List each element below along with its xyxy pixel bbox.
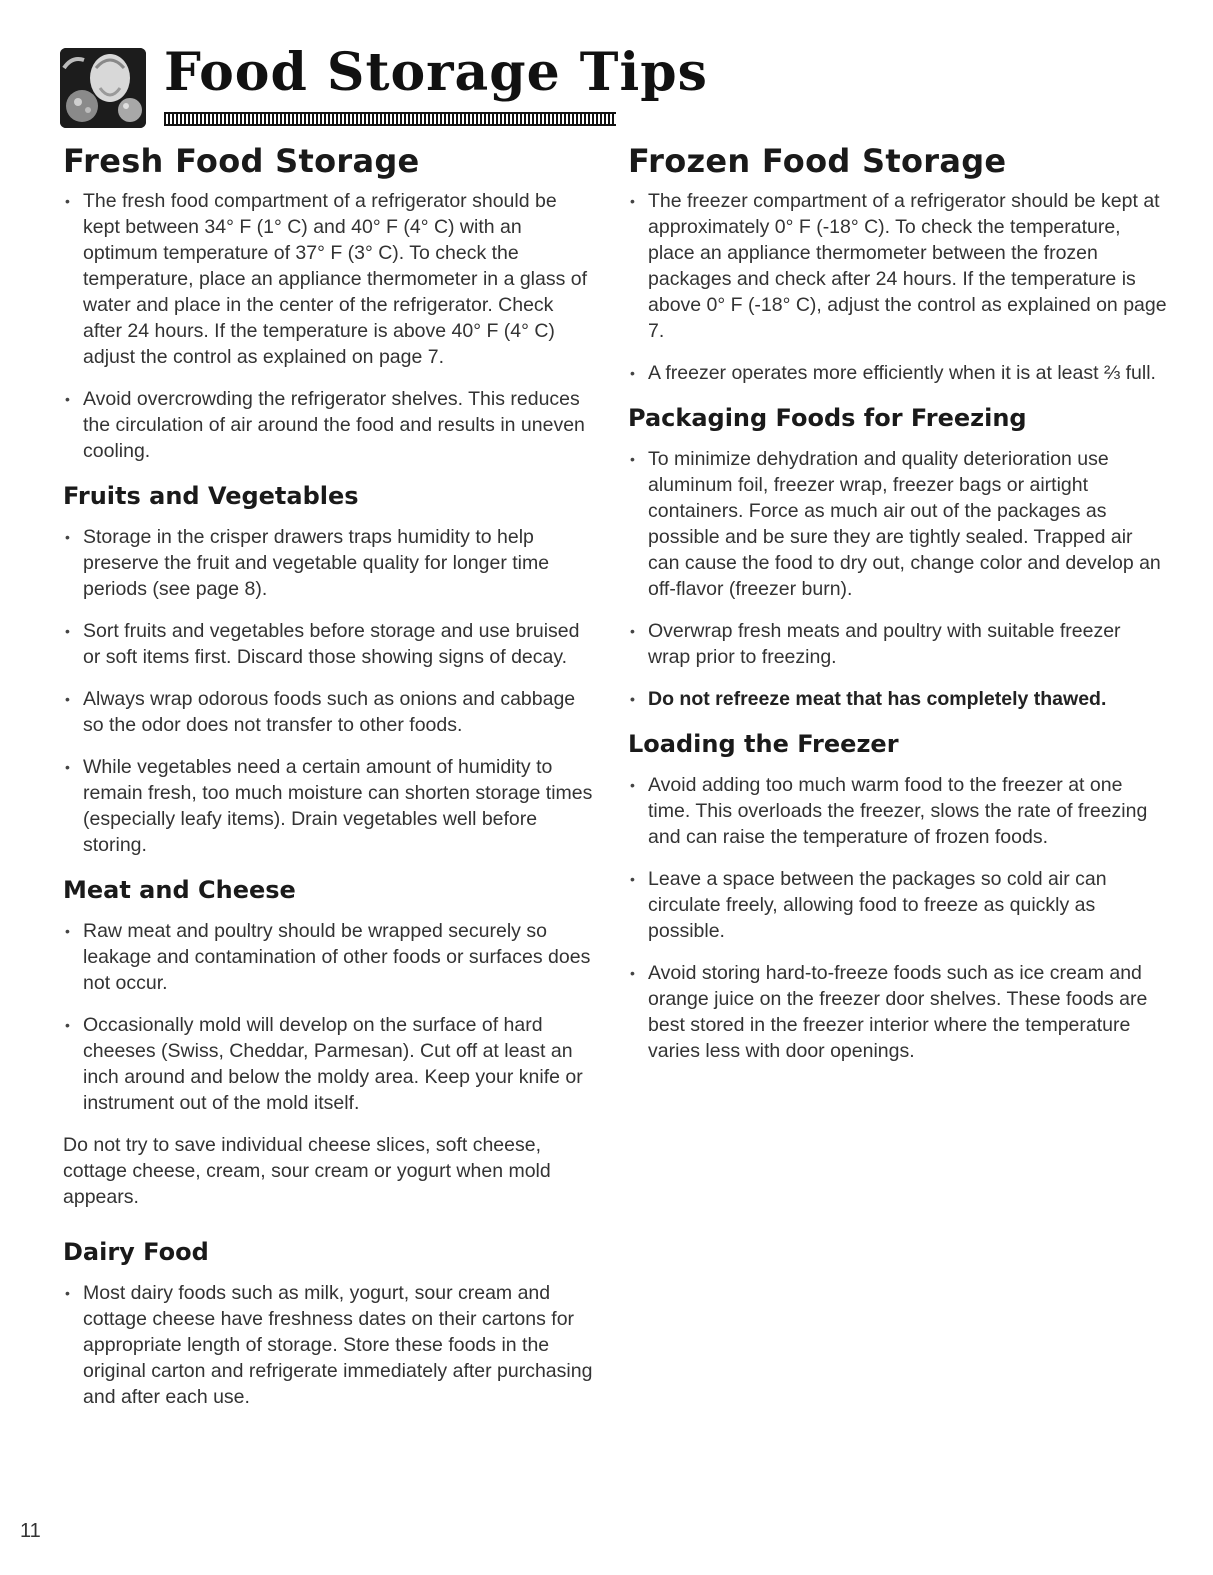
loading-section <box>628 730 1168 1064</box>
mold-note: Do not try to save individual cheese slices, soft cheese, cottage cheese, cream, sour cream or yogurt when mold appears. <box>63 1134 551 1208</box>
meat-cheese-heading: Meat and Cheese <box>63 876 296 904</box>
list-item: • Leave a space between the packages so cold air can circulate freely, allowing food to freeze as quickly as possible. <box>628 866 1168 944</box>
page-title: Food Storage Tips <box>164 42 708 103</box>
list-item: • Most dairy foods such as milk, yogurt, sour cream and cottage cheese have freshness dates on their cartons for appropriate length of storage. Store these foods in the original carton and refrigerate immediately after purchasing and after each use. <box>63 1280 593 1410</box>
title-underline <box>164 112 616 126</box>
frozen-food-section <box>628 142 1168 386</box>
list-item: • The freezer compartment of a refrigerator should be kept at approximately 0° F (-18° C). To check the temperature, place an appliance thermometer between the frozen packages and check after 24 hours. If the temperature is above 0° F (-18° C), adjust the control as explained on page 7. <box>628 188 1168 344</box>
list-item: • To minimize dehydration and quality deterioration use aluminum foil, freezer wrap, freezer bags or airtight containers. Force as much air out of the packages as possible and be sure they are tightly sealed. Trapped air can cause the food to dry out, change color and develop an off-flavor (freezer burn). <box>628 446 1168 602</box>
dairy-list <box>63 1280 593 1410</box>
list-item: • Avoid adding too much warm food to the freezer at one time. This overloads the freezer, slows the rate of freezing and can raise the temperature of frozen foods. <box>628 772 1168 850</box>
frozen-food-heading: Frozen Food Storage <box>628 142 1007 180</box>
dairy-section <box>63 1238 593 1410</box>
right-column <box>628 142 1168 1082</box>
page-number: 11 <box>20 1520 41 1542</box>
list-item: • Overwrap fresh meats and poultry with suitable freezer wrap prior to freezing. <box>628 618 1168 670</box>
fresh-food-section <box>63 142 593 464</box>
packaging-section <box>628 404 1168 712</box>
list-item: • The fresh food compartment of a refrigerator should be kept between 34° F (1° C) and 40° F (4° C) with an optimum temperature of 37° F (3° C). To check the temperature, place an appliance thermometer in a glass of water and place in the center of the refrigerator. Check after 24 hours. If the temperature is above 40° F (4° C) adjust the control as explained on page 7. <box>63 188 593 370</box>
list-item: • Raw meat and poultry should be wrapped securely so leakage and contamination of other foods or surfaces does not occur. <box>63 918 593 996</box>
meat-cheese-list <box>63 918 593 1116</box>
list-item: • Avoid overcrowding the refrigerator shelves. This reduces the circulation of air around the food and results in uneven cooling. <box>63 386 593 464</box>
fruits-vegetables-section <box>63 482 593 858</box>
fresh-food-heading: Fresh Food Storage <box>63 142 420 180</box>
list-item: • Sort fruits and vegetables before storage and use bruised or soft items first. Discard those showing signs of decay. <box>63 618 593 670</box>
dairy-heading: Dairy Food <box>63 1238 209 1266</box>
meat-cheese-section <box>63 876 593 1210</box>
fresh-food-list <box>63 188 593 464</box>
fruits-vegetables-heading: Fruits and Vegetables <box>63 482 359 510</box>
packaging-heading: Packaging Foods for Freezing <box>628 404 1027 432</box>
loading-heading: Loading the Freezer <box>628 730 899 758</box>
packaging-list <box>628 446 1168 712</box>
page-header <box>60 42 708 128</box>
frozen-food-list <box>628 188 1168 386</box>
warning-list-item: • Do not refreeze meat that has completely thawed. <box>628 686 1168 712</box>
fruits-vegetables-list <box>63 524 593 858</box>
list-item: • While vegetables need a certain amount of humidity to remain fresh, too much moisture can shorten storage times (especially leafy items). Drain vegetables well before storing. <box>63 754 593 858</box>
list-item: • Storage in the crisper drawers traps humidity to help preserve the fruit and vegetable quality for longer time periods (see page 8). <box>63 524 593 602</box>
loading-list <box>628 772 1168 1064</box>
list-item: • Avoid storing hard-to-freeze foods such as ice cream and orange juice on the freezer door shelves. These foods are best stored in the freezer interior where the temperature varies less with door openings. <box>628 960 1168 1064</box>
list-item: • A freezer operates more efficiently when it is at least ⅔ full. <box>628 360 1168 386</box>
list-item: • Occasionally mold will develop on the surface of hard cheeses (Swiss, Cheddar, Parmesan). Cut off at least an inch around and below the moldy area. Keep your knife or instrument out of the mold itself. <box>63 1012 593 1116</box>
list-item: • Always wrap odorous foods such as onions and cabbage so the odor does not transfer to other foods. <box>63 686 593 738</box>
left-column <box>63 142 593 1428</box>
produce-photo-icon <box>60 48 146 128</box>
